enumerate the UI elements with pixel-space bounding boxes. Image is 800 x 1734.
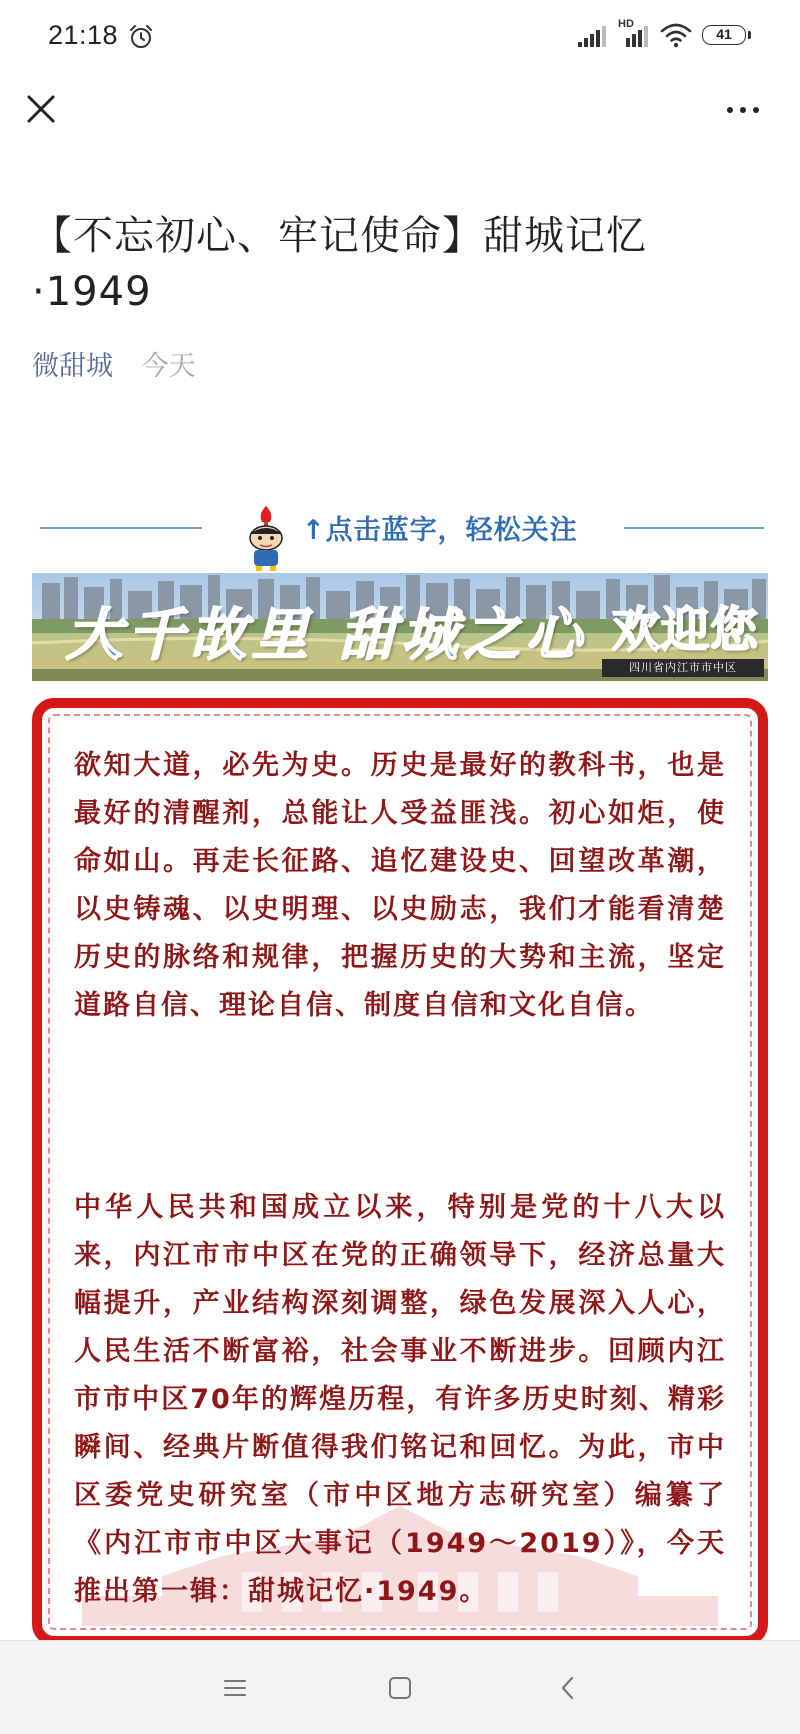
follow-banner[interactable]	[32, 500, 768, 576]
intro-paragraph-2: 中华人民共和国成立以来，特别是党的十八大以来，内江市市中区在党的正确领导下，经济总量大幅提升，产业结构深刻调整，绿色发展深入人心，人民生活不断富裕，社会事业不断进步。回顾内江市市中区70年的辉煌历程，有许多历史时刻、精彩瞬间、经典片断值得我们铭记和回忆。为此，市中区委党史研究室（市中区地方志研究室）编纂了《内江市市中区大事记（1949～2019）》，今天推出第一辑：甜城记忆·1949。	[74, 1192, 726, 1607]
mascot-icon	[238, 504, 294, 572]
article-meta	[32, 344, 196, 383]
follow-divider-right	[624, 527, 764, 529]
battery-icon	[702, 25, 752, 47]
article-title	[32, 196, 732, 332]
account-name-link[interactable]: 微甜城	[32, 351, 113, 382]
intro-paragraph-1: 欲知大道，必先为史。历史是最好的教科书，也是最好的清醒剂，总能让人受益匪浅。初心如炬，使命如山。再走长征路、追忆建设史、回望改革潮，以史铸魂、以史明理、以史励志，我们才能看清楚历史的脉络和规律，把握历史的大势和主流，坚定道路自信、理论自信、制度自信和文化自信。	[74, 750, 726, 1021]
network-hd-label: HD	[618, 18, 634, 30]
system-nav-bar	[0, 1640, 800, 1734]
follow-prompt-text[interactable]: ↑点击蓝字，轻松关注	[302, 515, 578, 546]
top-nav-bar	[0, 76, 800, 142]
intro-text-box	[32, 698, 768, 1646]
battery-tip	[748, 31, 751, 39]
status-bar	[0, 0, 800, 76]
close-icon[interactable]	[18, 86, 64, 132]
status-time: 21:18	[48, 20, 119, 50]
article-title-line2: ·1949	[32, 269, 152, 315]
more-dots-icon[interactable]	[718, 90, 768, 130]
follow-divider-left	[40, 527, 202, 529]
banner-location-label: 四川省内江市市中区	[602, 659, 764, 677]
publish-date: 今天	[141, 351, 196, 382]
banner-welcome: 欢迎您	[612, 602, 760, 658]
home-square-icon[interactable]	[383, 1671, 417, 1705]
banner-slogan: 大千故里 甜城之心	[66, 602, 588, 668]
battery-level: 41	[702, 25, 746, 45]
signal-hd-icon	[618, 24, 650, 48]
wifi-icon	[660, 22, 692, 48]
alarm-icon	[128, 24, 154, 50]
menu-icon[interactable]	[218, 1671, 252, 1705]
city-banner-image	[32, 573, 768, 681]
article-title-line1: 【不忘初心、牢记使命】甜城记忆	[32, 213, 647, 259]
signal-icon	[576, 24, 608, 48]
back-chevron-icon[interactable]	[552, 1671, 586, 1705]
